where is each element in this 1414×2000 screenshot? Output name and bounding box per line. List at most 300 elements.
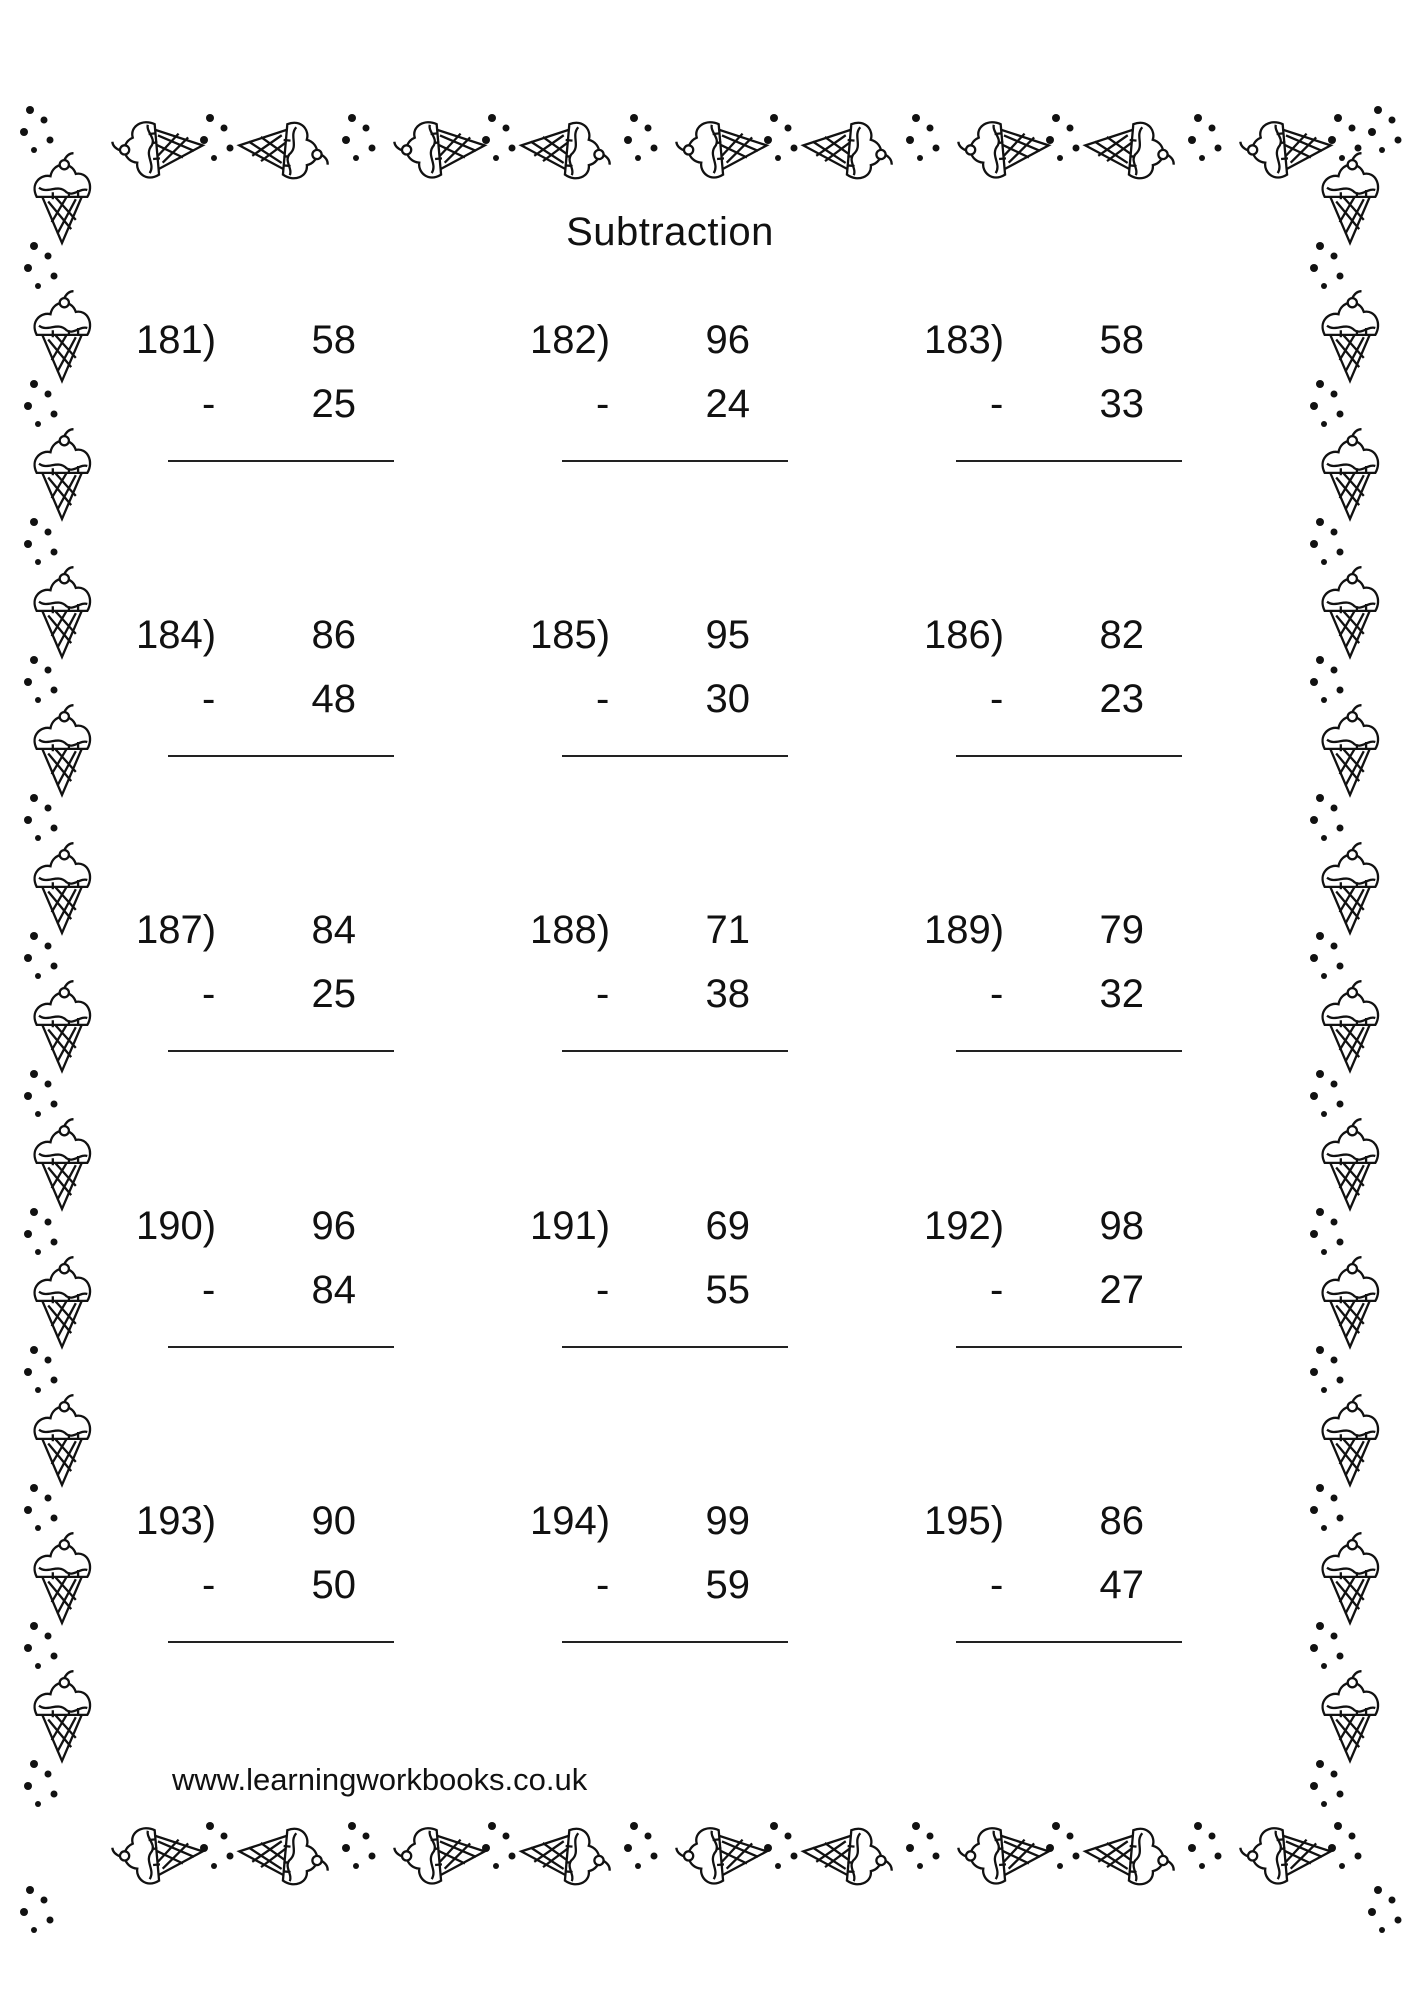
- sprinkle-dot-icon: [227, 1853, 234, 1860]
- sprinkle-dot-icon: [1395, 1917, 1402, 1924]
- sprinkle-dot-icon: [51, 411, 58, 418]
- sprinkle-dot-icon: [51, 1377, 58, 1384]
- problem-number: 188): [530, 908, 611, 952]
- answer-line: [562, 460, 788, 462]
- minuend: 96: [705, 318, 750, 362]
- sprinkle-dot-icon: [503, 125, 510, 132]
- problem-number: 192): [924, 1204, 1005, 1248]
- minus-sign: -: [202, 677, 216, 721]
- answer-line: [562, 1346, 788, 1348]
- sprinkle-dot-icon: [51, 963, 58, 970]
- minus-sign: -: [990, 382, 1004, 426]
- sprinkle-dot-icon: [1331, 805, 1338, 812]
- sprinkle-dot-icon: [35, 973, 41, 979]
- sprinkle-dot-icon: [47, 137, 54, 144]
- subtraction-problem: [530, 1204, 770, 1364]
- ice-cream-cone-icon: [111, 1823, 205, 1886]
- sprinkle-dot-icon: [1316, 932, 1324, 940]
- minus-sign: -: [596, 677, 610, 721]
- ice-cream-cone-icon: [1323, 1671, 1378, 1761]
- sprinkle-dot-icon: [30, 1208, 38, 1216]
- sprinkle-dot-icon: [1321, 1111, 1327, 1117]
- subtrahend: 84: [311, 1268, 356, 1312]
- minus-sign: -: [202, 1563, 216, 1607]
- sprinkle-dot-icon: [1337, 273, 1344, 280]
- page-title: Subtraction: [566, 210, 774, 254]
- answer-line: [168, 1050, 394, 1052]
- sprinkle-dot-icon: [488, 1822, 496, 1830]
- ice-cream-cone-icon: [35, 567, 90, 657]
- sprinkle-dot-icon: [791, 145, 798, 152]
- sprinkle-dot-icon: [770, 114, 778, 122]
- answer-line: [956, 755, 1182, 757]
- minuend: 84: [311, 908, 356, 952]
- sprinkle-dot-icon: [1052, 114, 1060, 122]
- ice-cream-cone-icon: [957, 1823, 1051, 1886]
- sprinkle-dot-icon: [51, 1239, 58, 1246]
- ice-cream-cone-icon: [111, 117, 205, 180]
- subtrahend: 25: [311, 382, 356, 426]
- minus-sign: -: [202, 1268, 216, 1312]
- sprinkle-dot-icon: [200, 136, 208, 144]
- sprinkle-dot-icon: [1379, 147, 1385, 153]
- sprinkle-dot-icon: [363, 125, 370, 132]
- problem-number: 181): [136, 318, 217, 362]
- sprinkle-dot-icon: [1389, 117, 1396, 124]
- sprinkle-dot-icon: [35, 1663, 41, 1669]
- ice-cream-cone-icon: [675, 117, 769, 180]
- subtraction-problem: [924, 318, 1164, 478]
- sprinkle-dot-icon: [1368, 1908, 1376, 1916]
- sprinkle-dot-icon: [47, 1917, 54, 1924]
- sprinkle-dot-icon: [1310, 264, 1318, 272]
- subtraction-problem: [136, 1204, 376, 1364]
- sprinkle-dot-icon: [1331, 1633, 1338, 1640]
- subtrahend: 33: [1099, 382, 1144, 426]
- sprinkle-dot-icon: [1337, 963, 1344, 970]
- sprinkle-dot-icon: [24, 1368, 32, 1376]
- subtrahend: 25: [311, 972, 356, 1016]
- sprinkle-dot-icon: [369, 145, 376, 152]
- ice-cream-cone-icon: [1323, 1533, 1378, 1623]
- minus-sign: -: [596, 1563, 610, 1607]
- ice-cream-cone-icon: [35, 705, 90, 795]
- subtraction-problem: [136, 908, 376, 1068]
- answer-line: [562, 1050, 788, 1052]
- minus-sign: -: [202, 972, 216, 1016]
- sprinkle-dot-icon: [35, 1249, 41, 1255]
- sprinkle-dot-icon: [1046, 136, 1054, 144]
- problem-number: 194): [530, 1499, 611, 1543]
- minus-sign: -: [990, 1563, 1004, 1607]
- sprinkle-dot-icon: [645, 1833, 652, 1840]
- sprinkle-dot-icon: [45, 943, 52, 950]
- subtraction-problem: [530, 613, 770, 773]
- sprinkle-dot-icon: [24, 264, 32, 272]
- sprinkle-dot-icon: [51, 825, 58, 832]
- sprinkle-dot-icon: [30, 380, 38, 388]
- sprinkle-dot-icon: [1310, 1782, 1318, 1790]
- sprinkle-dot-icon: [482, 1844, 490, 1852]
- sprinkle-dot-icon: [770, 1822, 778, 1830]
- minus-sign: -: [990, 972, 1004, 1016]
- sprinkle-dot-icon: [1339, 1863, 1345, 1869]
- sprinkle-dot-icon: [1334, 114, 1342, 122]
- sprinkle-dot-icon: [20, 1908, 28, 1916]
- subtrahend: 48: [311, 677, 356, 721]
- subtraction-problem: [136, 318, 376, 478]
- minus-sign: -: [990, 1268, 1004, 1312]
- sprinkle-dot-icon: [509, 145, 516, 152]
- sprinkle-dot-icon: [35, 1801, 41, 1807]
- sprinkle-dot-icon: [917, 155, 923, 161]
- sprinkle-dot-icon: [645, 125, 652, 132]
- problem-number: 191): [530, 1204, 611, 1248]
- sprinkle-dot-icon: [488, 114, 496, 122]
- minuend: 58: [1099, 318, 1144, 362]
- sprinkle-dot-icon: [1199, 1863, 1205, 1869]
- sprinkle-dot-icon: [917, 1863, 923, 1869]
- sprinkle-dot-icon: [24, 816, 32, 824]
- sprinkle-dot-icon: [1337, 549, 1344, 556]
- sprinkle-dot-icon: [1067, 1833, 1074, 1840]
- sprinkle-dot-icon: [630, 114, 638, 122]
- sprinkle-dot-icon: [1194, 1822, 1202, 1830]
- sprinkle-dot-icon: [1310, 954, 1318, 962]
- sprinkle-dot-icon: [1328, 1844, 1336, 1852]
- sprinkle-dot-icon: [30, 1070, 38, 1078]
- sprinkle-dot-icon: [1349, 1833, 1356, 1840]
- sprinkle-dot-icon: [35, 559, 41, 565]
- sprinkle-dot-icon: [509, 1853, 516, 1860]
- sprinkle-dot-icon: [1321, 1801, 1327, 1807]
- sprinkle-dot-icon: [635, 155, 641, 161]
- ice-cream-cone-icon: [35, 1257, 90, 1347]
- sprinkle-dot-icon: [624, 1844, 632, 1852]
- problem-number: 186): [924, 613, 1005, 657]
- sprinkle-dot-icon: [221, 1833, 228, 1840]
- sprinkle-dot-icon: [1321, 697, 1327, 703]
- ice-cream-cone-icon: [801, 1824, 895, 1887]
- website-footer: www.learningworkbooks.co.uk: [172, 1762, 588, 1797]
- sprinkle-dot-icon: [26, 1886, 34, 1894]
- minuend: 99: [705, 1499, 750, 1543]
- sprinkle-dot-icon: [35, 697, 41, 703]
- minuend: 69: [705, 1204, 750, 1248]
- sprinkle-dot-icon: [906, 1844, 914, 1852]
- answer-line: [168, 1346, 394, 1348]
- sprinkle-dot-icon: [1331, 667, 1338, 674]
- sprinkle-dot-icon: [1337, 1101, 1344, 1108]
- sprinkle-dot-icon: [1316, 1346, 1324, 1354]
- sprinkle-dot-icon: [1057, 1863, 1063, 1869]
- sprinkle-dot-icon: [1331, 1357, 1338, 1364]
- answer-line: [956, 1346, 1182, 1348]
- sprinkle-dot-icon: [24, 1092, 32, 1100]
- sprinkle-dot-icon: [30, 932, 38, 940]
- sprinkle-dot-icon: [1194, 114, 1202, 122]
- sprinkle-dot-icon: [1316, 1760, 1324, 1768]
- sprinkle-dot-icon: [30, 656, 38, 664]
- ice-cream-cone-icon: [1239, 1823, 1333, 1886]
- sprinkle-dot-icon: [45, 1219, 52, 1226]
- sprinkle-dot-icon: [1321, 835, 1327, 841]
- subtraction-problem: [136, 1499, 376, 1659]
- problem-number: 195): [924, 1499, 1005, 1543]
- minuend: 86: [1099, 1499, 1144, 1543]
- ice-cream-cone-icon: [519, 1824, 613, 1887]
- subtraction-problem: [924, 1499, 1164, 1659]
- sprinkle-dot-icon: [30, 1346, 38, 1354]
- ice-cream-cone-icon: [1083, 1824, 1177, 1887]
- sprinkle-dot-icon: [1321, 1387, 1327, 1393]
- sprinkle-dot-icon: [45, 391, 52, 398]
- sprinkle-dot-icon: [503, 1833, 510, 1840]
- sprinkle-dot-icon: [206, 114, 214, 122]
- subtraction-problem: [530, 318, 770, 478]
- sprinkle-dot-icon: [785, 1833, 792, 1840]
- ice-cream-cone-icon: [1323, 429, 1378, 519]
- sprinkle-dot-icon: [45, 1771, 52, 1778]
- sprinkle-dot-icon: [1310, 816, 1318, 824]
- minus-sign: -: [596, 1268, 610, 1312]
- ice-cream-cone-icon: [393, 1823, 487, 1886]
- sprinkle-dot-icon: [1316, 380, 1324, 388]
- sprinkle-dot-icon: [51, 687, 58, 694]
- subtraction-problem: [924, 613, 1164, 773]
- minuend: 95: [705, 613, 750, 657]
- sprinkle-dot-icon: [45, 1357, 52, 1364]
- sprinkle-dot-icon: [24, 1506, 32, 1514]
- sprinkle-dot-icon: [906, 136, 914, 144]
- sprinkle-dot-icon: [1316, 518, 1324, 526]
- sprinkle-dot-icon: [348, 114, 356, 122]
- answer-line: [168, 755, 394, 757]
- sprinkle-dot-icon: [933, 1853, 940, 1860]
- sprinkle-dot-icon: [1046, 1844, 1054, 1852]
- subtrahend: 30: [705, 677, 750, 721]
- ice-cream-cone-icon: [393, 117, 487, 180]
- sprinkle-dot-icon: [51, 1101, 58, 1108]
- minuend: 86: [311, 613, 356, 657]
- ice-cream-cone-icon: [519, 118, 613, 181]
- sprinkle-dot-icon: [775, 1863, 781, 1869]
- sprinkle-dot-icon: [1310, 1506, 1318, 1514]
- subtrahend: 27: [1099, 1268, 1144, 1312]
- sprinkle-dot-icon: [211, 1863, 217, 1869]
- sprinkle-dot-icon: [1389, 1897, 1396, 1904]
- sprinkle-dot-icon: [1349, 125, 1356, 132]
- sprinkle-dot-icon: [1067, 125, 1074, 132]
- problem-number: 187): [136, 908, 217, 952]
- minus-sign: -: [990, 677, 1004, 721]
- minuend: 98: [1099, 1204, 1144, 1248]
- sprinkle-dot-icon: [912, 114, 920, 122]
- ice-cream-cone-icon: [35, 1533, 90, 1623]
- sprinkle-dot-icon: [1355, 1853, 1362, 1860]
- sprinkle-dot-icon: [35, 283, 41, 289]
- sprinkle-dot-icon: [933, 145, 940, 152]
- minuend: 79: [1099, 908, 1144, 952]
- answer-line: [956, 460, 1182, 462]
- sprinkle-dot-icon: [31, 1927, 37, 1933]
- sprinkle-dot-icon: [482, 136, 490, 144]
- sprinkle-dot-icon: [1188, 136, 1196, 144]
- answer-line: [562, 1641, 788, 1643]
- sprinkle-dot-icon: [45, 1495, 52, 1502]
- sprinkle-dot-icon: [20, 128, 28, 136]
- sprinkle-dot-icon: [1310, 402, 1318, 410]
- sprinkle-dot-icon: [35, 835, 41, 841]
- sprinkle-dot-icon: [927, 1833, 934, 1840]
- sprinkle-dot-icon: [1321, 421, 1327, 427]
- sprinkle-dot-icon: [1331, 1495, 1338, 1502]
- ice-cream-cone-icon: [237, 1824, 331, 1887]
- sprinkle-dot-icon: [1334, 1822, 1342, 1830]
- sprinkle-dot-icon: [1321, 283, 1327, 289]
- sprinkle-dot-icon: [1199, 155, 1205, 161]
- sprinkle-dot-icon: [24, 1230, 32, 1238]
- sprinkle-dot-icon: [1321, 1663, 1327, 1669]
- ice-cream-cone-icon: [35, 981, 90, 1071]
- sprinkle-dot-icon: [51, 549, 58, 556]
- minus-sign: -: [596, 972, 610, 1016]
- sprinkle-dot-icon: [51, 1791, 58, 1798]
- subtraction-problem: [530, 1499, 770, 1659]
- sprinkle-dot-icon: [41, 117, 48, 124]
- problem-number: 182): [530, 318, 611, 362]
- sprinkle-dot-icon: [221, 125, 228, 132]
- answer-line: [956, 1641, 1182, 1643]
- sprinkle-dot-icon: [45, 1633, 52, 1640]
- sprinkle-dot-icon: [45, 667, 52, 674]
- sprinkle-dot-icon: [1337, 1791, 1344, 1798]
- subtraction-problem: [924, 908, 1164, 1068]
- ice-cream-cone-icon: [801, 118, 895, 181]
- sprinkle-dot-icon: [35, 421, 41, 427]
- sprinkle-dot-icon: [1188, 1844, 1196, 1852]
- minus-sign: -: [596, 382, 610, 426]
- sprinkle-dot-icon: [1316, 656, 1324, 664]
- ice-cream-cone-icon: [1323, 843, 1378, 933]
- sprinkle-dot-icon: [1339, 155, 1345, 161]
- ice-cream-cone-icon: [237, 118, 331, 181]
- sprinkle-dot-icon: [1379, 1927, 1385, 1933]
- problem-number: 184): [136, 613, 217, 657]
- sprinkle-dot-icon: [927, 125, 934, 132]
- subtraction-problem: [924, 1204, 1164, 1364]
- sprinkle-dot-icon: [24, 402, 32, 410]
- minuend: 71: [705, 908, 750, 952]
- sprinkle-dot-icon: [1321, 559, 1327, 565]
- ice-cream-cone-icon: [1323, 291, 1378, 381]
- answer-line: [956, 1050, 1182, 1052]
- sprinkle-dot-icon: [1073, 145, 1080, 152]
- answer-line: [168, 1641, 394, 1643]
- sprinkle-dot-icon: [353, 155, 359, 161]
- problem-number: 185): [530, 613, 611, 657]
- sprinkle-dot-icon: [24, 1644, 32, 1652]
- ice-cream-cone-icon: [1083, 118, 1177, 181]
- sprinkle-dot-icon: [24, 540, 32, 548]
- ice-cream-cone-icon: [35, 843, 90, 933]
- problem-number: 193): [136, 1499, 217, 1543]
- sprinkle-dot-icon: [651, 145, 658, 152]
- subtrahend: 23: [1099, 677, 1144, 721]
- sprinkle-dot-icon: [51, 273, 58, 280]
- sprinkle-dot-icon: [1337, 687, 1344, 694]
- sprinkle-dot-icon: [1316, 1070, 1324, 1078]
- sprinkle-dot-icon: [764, 136, 772, 144]
- sprinkle-dot-icon: [1337, 1653, 1344, 1660]
- minuend: 58: [311, 318, 356, 362]
- sprinkle-dot-icon: [775, 155, 781, 161]
- sprinkle-dot-icon: [1331, 529, 1338, 536]
- sprinkle-dot-icon: [1374, 1886, 1382, 1894]
- ice-cream-cone-icon: [35, 1395, 90, 1485]
- sprinkle-dot-icon: [35, 1525, 41, 1531]
- sprinkle-dot-icon: [493, 155, 499, 161]
- sprinkle-dot-icon: [1331, 391, 1338, 398]
- sprinkle-dot-icon: [1310, 1644, 1318, 1652]
- sprinkle-dot-icon: [51, 1515, 58, 1522]
- sprinkle-dot-icon: [1395, 137, 1402, 144]
- sprinkle-dot-icon: [1337, 1377, 1344, 1384]
- sprinkle-dot-icon: [24, 954, 32, 962]
- sprinkle-dot-icon: [51, 1653, 58, 1660]
- subtraction-problem: [530, 908, 770, 1068]
- sprinkle-dot-icon: [363, 1833, 370, 1840]
- sprinkle-dot-icon: [45, 529, 52, 536]
- sprinkle-dot-icon: [1374, 106, 1382, 114]
- ice-cream-cone-icon: [1323, 981, 1378, 1071]
- ice-cream-cone-icon: [35, 429, 90, 519]
- sprinkle-dot-icon: [1310, 678, 1318, 686]
- sprinkle-dot-icon: [1368, 128, 1376, 136]
- sprinkle-dot-icon: [1316, 794, 1324, 802]
- subtrahend: 47: [1099, 1563, 1144, 1607]
- sprinkle-dot-icon: [493, 1863, 499, 1869]
- sprinkle-dot-icon: [45, 805, 52, 812]
- sprinkle-dot-icon: [1310, 1230, 1318, 1238]
- sprinkle-dot-icon: [1316, 1208, 1324, 1216]
- subtrahend: 24: [705, 382, 750, 426]
- sprinkle-dot-icon: [1321, 1525, 1327, 1531]
- ice-cream-cone-icon: [675, 1823, 769, 1886]
- minuend: 90: [311, 1499, 356, 1543]
- sprinkle-dot-icon: [624, 136, 632, 144]
- sprinkle-dot-icon: [1337, 1515, 1344, 1522]
- ice-cream-cone-icon: [1239, 117, 1333, 180]
- sprinkle-dot-icon: [1215, 145, 1222, 152]
- sprinkle-dot-icon: [31, 147, 37, 153]
- sprinkle-dot-icon: [1331, 1081, 1338, 1088]
- sprinkle-dot-icon: [1316, 1622, 1324, 1630]
- sprinkle-dot-icon: [1355, 145, 1362, 152]
- ice-cream-cone-icon: [1323, 1395, 1378, 1485]
- sprinkle-dot-icon: [785, 125, 792, 132]
- sprinkle-dot-icon: [35, 1387, 41, 1393]
- sprinkle-dot-icon: [791, 1853, 798, 1860]
- subtrahend: 59: [705, 1563, 750, 1607]
- sprinkle-dot-icon: [24, 678, 32, 686]
- sprinkle-dot-icon: [1321, 1249, 1327, 1255]
- sprinkle-dot-icon: [1310, 1092, 1318, 1100]
- sprinkle-dot-icon: [1073, 1853, 1080, 1860]
- sprinkle-dot-icon: [30, 518, 38, 526]
- sprinkle-dot-icon: [1209, 125, 1216, 132]
- ice-cream-cone-icon: [35, 1119, 90, 1209]
